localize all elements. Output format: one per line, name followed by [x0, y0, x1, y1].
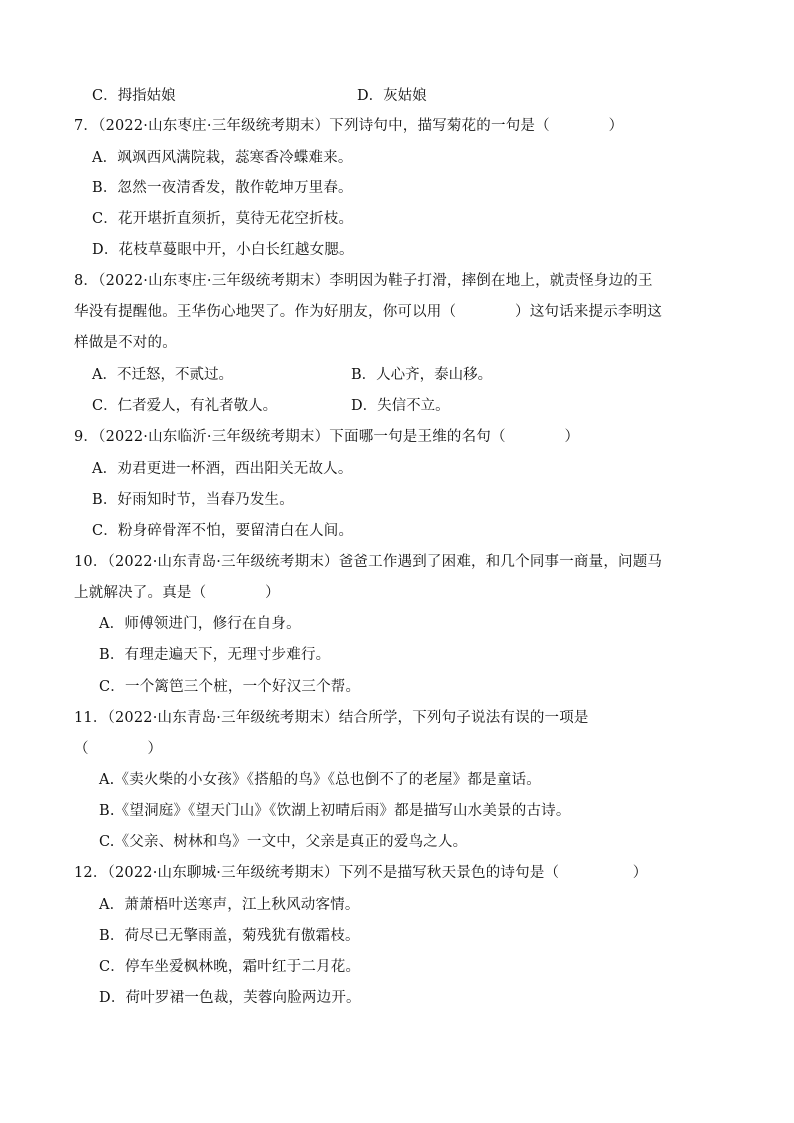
q11-option-b[interactable]: B.《望洞庭》《望天门山》《饮湖上初晴后雨》都是描写山水美景的古诗。 [99, 803, 571, 819]
q9-option-c[interactable]: C．粉身碎骨浑不怕，要留清白在人间。 [92, 523, 354, 539]
q8-option-c[interactable]: C．仁者爱人，有礼者敬人。 [92, 398, 278, 414]
q10-option-c[interactable]: C．一个篱笆三个桩，一个好汉三个帮。 [99, 679, 361, 695]
q8-option-b[interactable]: B．人心齐，泰山移。 [351, 367, 493, 383]
q7-stem: 7．（2022·山东枣庄·三年级统考期末）下列诗句中，描写菊花的一句是（ ） [74, 118, 624, 134]
q7-option-c[interactable]: C．花开堪折直须折，莫待无花空折枝。 [92, 211, 354, 227]
q10-option-a[interactable]: A．师傅领进门，修行在自身。 [99, 616, 301, 632]
q7-option-d[interactable]: D．花枝草蔓眼中开，小白长红越女腮。 [92, 242, 354, 258]
q12-option-b[interactable]: B．荷尽已无擎雨盖，菊残犹有傲霜枝。 [99, 928, 360, 944]
q9-option-b[interactable]: B．好雨知时节，当春乃发生。 [92, 492, 294, 508]
q6-option-c[interactable]: C．拇指姑娘 [92, 88, 176, 104]
q8-stem-line-2: 华没有提醒他。王华伤心地哭了。作为好朋友，你可以用（ ）这句话来提示李明这 [74, 304, 662, 320]
q6-option-d[interactable]: D．灰姑娘 [357, 88, 427, 104]
q10-stem-line-1: 10．（2022·山东青岛·三年级统考期末）爸爸工作遇到了困难，和几个同事一商量，问题马 [74, 554, 663, 570]
q8-stem-line-1: 8．（2022·山东枣庄·三年级统考期末）李明因为鞋子打滑，摔倒在地上，就责怪身边的王 [74, 273, 653, 289]
q12-option-d[interactable]: D．荷叶罗裙一色裁，芙蓉向脸两边开。 [99, 990, 361, 1006]
q10-option-b[interactable]: B．有理走遍天下，无理寸步难行。 [99, 647, 331, 663]
q11-stem-line-2: （ ） [74, 741, 163, 757]
q12-stem: 12．（2022·山东聊城·三年级统考期末）下列不是描写秋天景色的诗句是（ ） [74, 865, 648, 881]
q8-option-a[interactable]: A．不迁怒，不贰过。 [92, 367, 233, 383]
q8-stem-line-3: 样做是不对的。 [74, 335, 177, 351]
q11-stem-line-1: 11．（2022·山东青岛·三年级统考期末）结合所学，下列句子说法有误的一项是 [74, 710, 589, 726]
q7-option-a[interactable]: A．飒飒西风满院栽，蕊寒香冷蝶难来。 [92, 150, 353, 166]
q8-option-d[interactable]: D．失信不立。 [351, 398, 450, 414]
q9-option-a[interactable]: A．劝君更进一杯酒，西出阳关无故人。 [92, 461, 353, 477]
q11-option-c[interactable]: C.《父亲、树林和鸟》一文中，父亲是真正的爱鸟之人。 [99, 834, 468, 850]
q12-option-c[interactable]: C．停车坐爱枫林晚，霜叶红于二月花。 [99, 959, 361, 975]
q12-option-a[interactable]: A．萧萧梧叶送寒声，江上秋风动客情。 [99, 897, 360, 913]
q11-option-a[interactable]: A.《卖火柴的小女孩》《搭船的鸟》《总也倒不了的老屋》都是童话。 [99, 772, 541, 788]
q10-stem-line-2: 上就解决了。真是（ ） [74, 585, 280, 601]
q9-stem: 9．（2022·山东临沂·三年级统考期末）下面哪一句是王维的名句（ ） [74, 429, 580, 445]
q7-option-b[interactable]: B．忽然一夜清香发，散作乾坤万里春。 [92, 180, 353, 196]
